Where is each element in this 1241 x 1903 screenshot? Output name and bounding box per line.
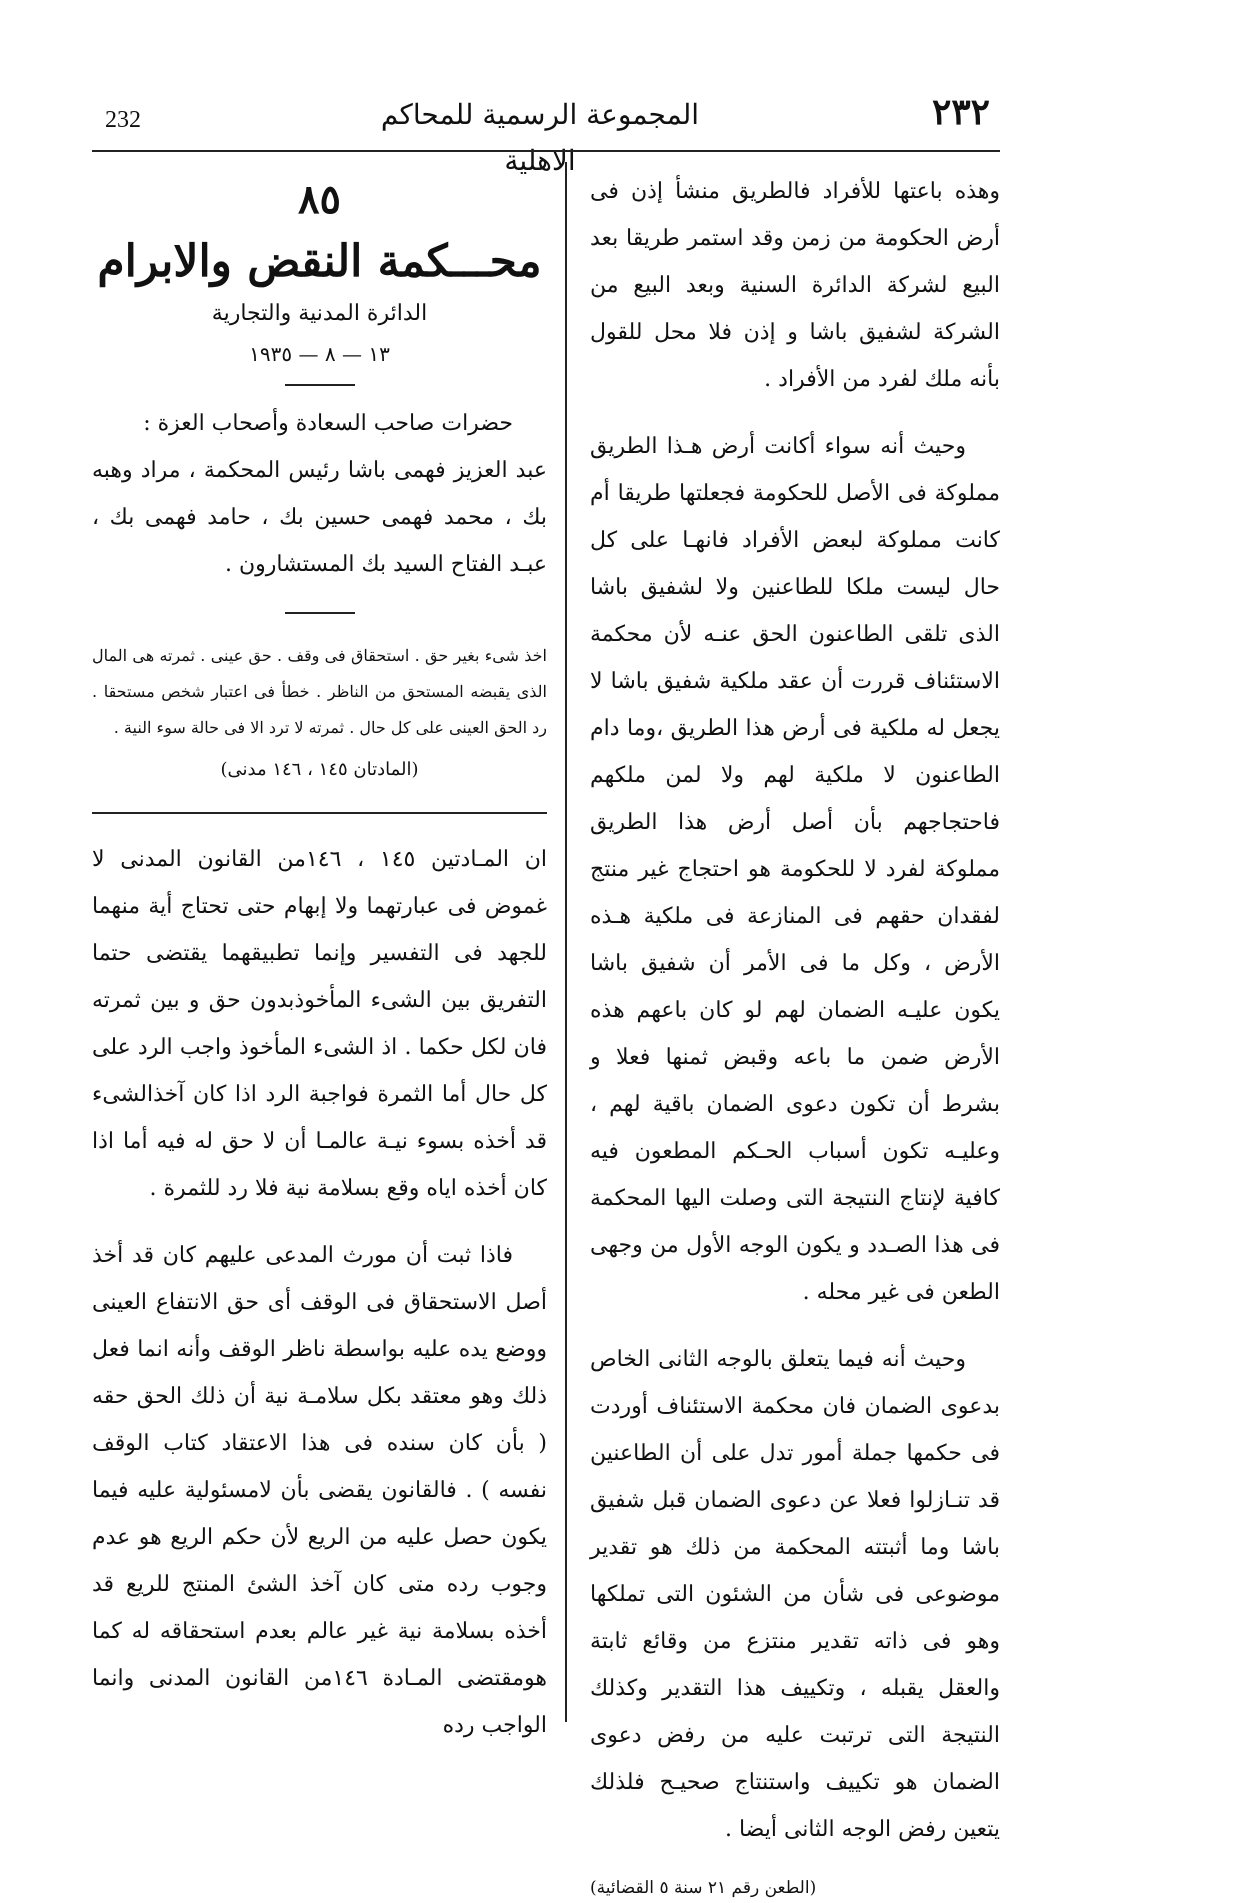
judgment-date: ١٣ — ٨ — ١٩٣٥: [249, 342, 390, 366]
page-number-arabic: ٢٣٢: [931, 91, 990, 133]
cited-articles: (المادتان ١٤٥ ، ١٤٦ مدنى): [220, 759, 419, 780]
appeal-reference: (الطعن رقم ٢١ سنة ٥ القضائية): [590, 1878, 817, 1898]
left-column: [92, 168, 548, 1738]
body-paragraph: وحيث أنه فيما يتعلق بالوجه الثانى الخاص بدعوى الضمان فان محكمة الاستئناف أوردت فى حكمها جملة أمور تدل على أن الطاعنين قد تنـازلوا فعلا عن دعوى الضمان قبل شفيق باشا وما أثبتته المحكمة من ذلك هو تقدير موضوعى فى شأن من الشئون التى تملكها وهو فى ذاته تقدير منتزع من وقائع ثابتة والعقل يقبله ، وتكييف هذا التقدير وكذلك النتيجة التى ترتبت عليه من رفض دعوى الضمان هو تكييف واستنتاج صحيـح فلذلك يتعين رفض الوجه الثانى أيضا .: [590, 1347, 1000, 1842]
headnote: اخذ شىء بغير حق . استحقاق فى وقف . حق عينى . ثمرته هى المال الذى يقبضه المستحق من الناظر . خطأ فى اعتبار شخص مستحقا . رد الحق العينى على كل حال . ثمرته لا ترد الا فى حالة سوء النية .: [92, 646, 547, 737]
body-paragraph: ان المـادتين ١٤٥ ، ١٤٦من القانون المدنى لا غموض فى عبارتهما ولا إبهام حتى تحتاج أية منهما للجهد فى التفسير وإنما تطبيقهما يقتضى حتما التفريق بين الشىء المأخوذبدون حق و بين ثمرته فان لكل حكما . اذ الشىء المأخوذ واجب الرد على كل حال أما الثمرة فواجبة الرد اذا كان آخذالشىء قد أخذه بسوء نيـة عالمـا أن لا حق له فيه أما اذا كان أخذه اياه وقع بسلامة نية فلا رد للثمرة .: [92, 847, 548, 1201]
case-number: ٨٥: [298, 176, 341, 223]
section-rule: [92, 812, 547, 814]
column-divider: [565, 162, 567, 1722]
presence-intro: حضرات صاحب السعادة وأصحاب العزة :: [143, 411, 513, 436]
body-paragraph: فاذا ثبت أن مورث المدعى عليهم كان قد أخذ أصل الاستحقاق فى الوقف أى حق الانتفاع العينى ووضع يده عليه بواسطة ناظر الوقف وأنه انما فعل ذلك وهو معتقد بكل سلامـة نية أن ذلك الحق حقه ( بأن كان سنده فى هذا الاعتقاد كتاب الوقف نفسه ) . فالقانون يقضى بأن لامسئولية عليه فيما يكون حصل عليه من الريع لأن حكم الريع هو عدم وجوب رده متى كان آخذ الشئ المنتج للريع قد أخذه بسلامة نية غير عالم بعدم استحقاقه له كما هومقتضى المـادة ١٤٦من القانون المدنى وانما الواجب رده: [92, 1243, 547, 1738]
short-rule: [285, 384, 355, 386]
court-name: محـــكمة النقض والابرام: [97, 236, 542, 287]
body-paragraph: وهذه باعتها للأفراد فالطريق منشأ إذن فى أرض الحكومة من زمن وقد استمر طريقا بعد البيع لشركة الدائرة السنية وبعد البيع من الشركة لشفيق باشا و إذن فلا محل للقول بأنه ملك لفرد من الأفراد .: [590, 179, 1000, 392]
running-title: المجموعة الرسمية للمحاكم الاهلية: [380, 98, 700, 177]
short-rule: [285, 612, 355, 614]
body-paragraph: وحيث أنه سواء أكانت أرض هـذا الطريق مملوكة فى الأصل للحكومة فجعلتها طريقا أم كانت مملوكة لبعض الأفراد فانهـا على كل حال ليست ملكا للطاعنين ولا لشفيق باشا الذى تلقى الطاعنون الحق عنـه لأن محكمة الاستئناف قررت أن عقد ملكية شفيق باشا لا يجعل له ملكية فى أرض هذا الطريق ،وما دام الطاعنون لا ملكية لهم ولا لمن ملكهم فاحتجاجهم بأن أصل أرض هذا الطريق مملوكة لفرد لا للحكومة هو احتجاج غير منتج لفقدان حقهم فى المنازعة فى ملكية هـذه الأرض ، وكل ما فى الأمر أن شفيق باشا يكون عليـه الضمان لهم لو كان باعهم هذه الأرض ضمن ما باعه وقبض ثمنها فعلا و بشرط أن تكون دعوى الضمان باقية لهم ، وعليـه تكون أسباب الحـكم المطعون فيه كافية لإنتاج النتيجة التى وصلت اليها المحكمة فى هذا الصـدد و يكون الوجه الأول من وجهى الطعن فى غير محله .: [590, 434, 1000, 1305]
chamber-name: الدائرة المدنية والتجارية: [211, 301, 428, 326]
header-rule: [92, 150, 1000, 152]
right-column: [590, 168, 1000, 1898]
presence-names: عبد العزيز فهمى باشا رئيس المحكمة ، مراد وهبه بك ، محمد فهمى حسين بك ، حامد فهمى بك ، عبـد الفتاح السيد بك المستشارون .: [92, 458, 547, 577]
page-number-latin: 232: [105, 107, 141, 133]
